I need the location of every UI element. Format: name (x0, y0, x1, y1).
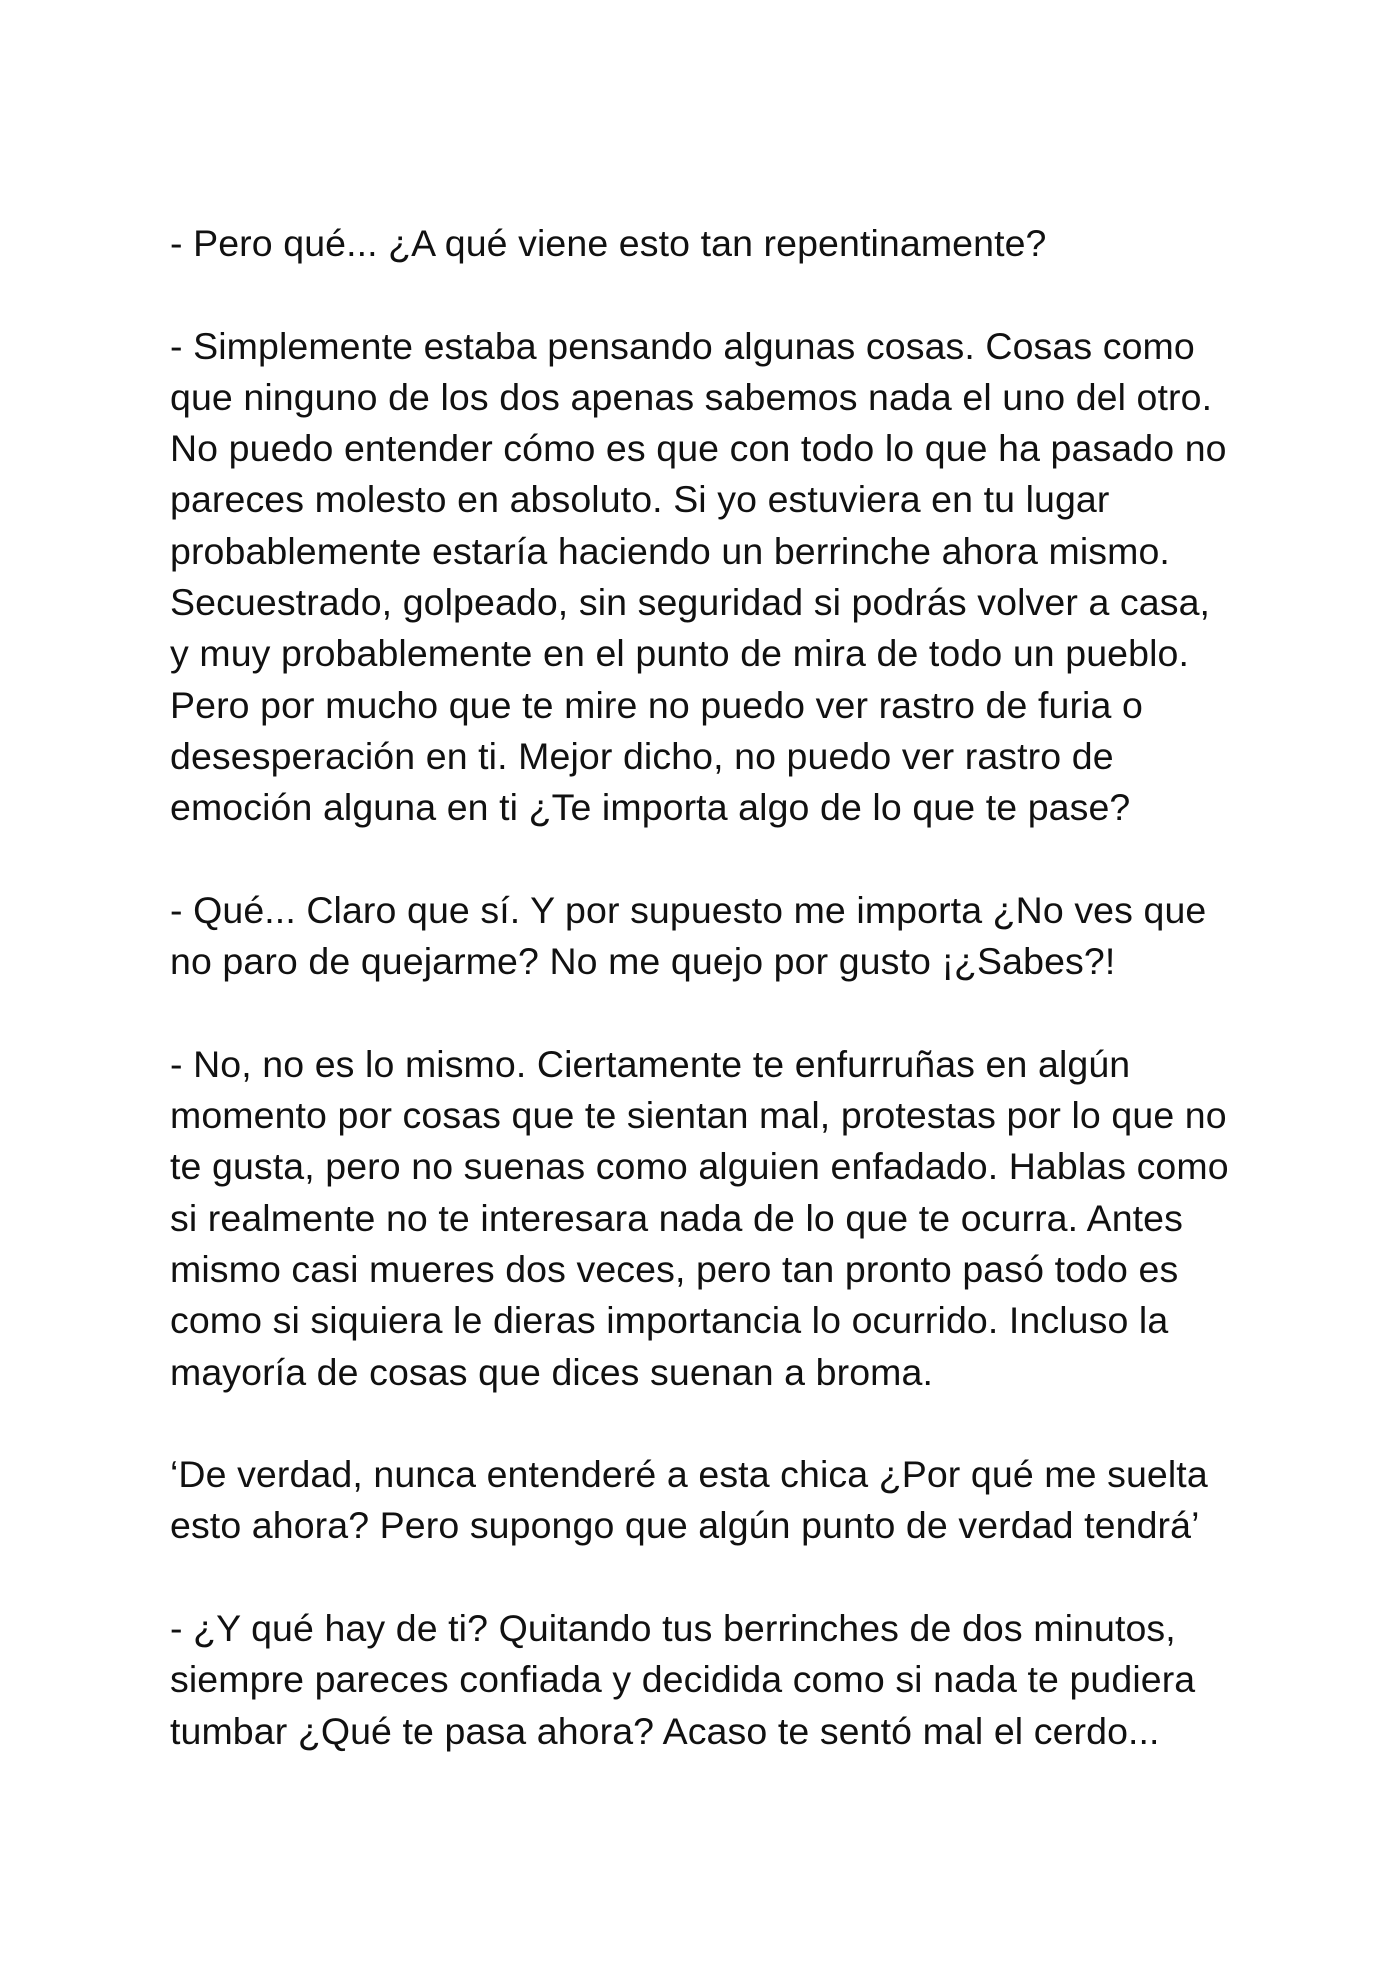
text-line: Pero por mucho que te mire no puedo ver rastro de furia o (170, 683, 1143, 726)
text-line: como si siquiera le dieras importancia lo ocurrido. Incluso la (170, 1299, 1169, 1342)
text-line: no paro de quejarme? No me quejo por gusto ¡¿Sabes?! (170, 940, 1116, 983)
text-line: mayoría de cosas que dices suenan a broma. (170, 1350, 933, 1393)
text-line: pareces molesto en absoluto. Si yo estuviera en tu lugar (170, 478, 1110, 521)
dialogue-paragraph-4 (170, 1039, 1260, 1398)
text-line: - Qué... Claro que sí. Y por supuesto me importa ¿No ves que (170, 888, 1207, 931)
dialogue-paragraph-3 (170, 885, 1260, 988)
text-line: mismo casi mueres dos veces, pero tan pronto pasó todo es (170, 1247, 1179, 1290)
text-line: esto ahora? Pero supongo que algún punto de verdad tendrá’ (170, 1504, 1200, 1547)
text-line: - ¿Y qué hay de ti? Quitando tus berrinches de dos minutos, (170, 1607, 1176, 1650)
text-line: probablemente estaría haciendo un berrinche ahora mismo. (170, 529, 1170, 572)
text-line: emoción alguna en ti ¿Te importa algo de lo que te pase? (170, 786, 1131, 829)
text-line: No puedo entender cómo es que con todo lo que ha pasado no (170, 427, 1227, 470)
dialogue-paragraph-5 (170, 1603, 1260, 1757)
text-line: - No, no es lo mismo. Ciertamente te enfurruñas en algún (170, 1042, 1131, 1085)
text-line: siempre pareces confiada y decidida como si nada te pudiera (170, 1658, 1196, 1701)
text-line: - Pero qué... ¿A qué viene esto tan repentinamente? (170, 222, 1047, 264)
inner-thought-paragraph (170, 1449, 1260, 1552)
dialogue-paragraph-1 (170, 218, 1260, 269)
text-line: momento por cosas que te sientan mal, protestas por lo que no (170, 1094, 1227, 1137)
text-line: que ninguno de los dos apenas sabemos nada el uno del otro. (170, 375, 1213, 418)
text-line: ‘De verdad, nunca entenderé a esta chica ¿Por qué me suelta (170, 1453, 1208, 1496)
text-line: y muy probablemente en el punto de mira de todo un pueblo. (170, 632, 1189, 675)
text-line: si realmente no te interesara nada de lo que te ocurra. Antes (170, 1196, 1183, 1239)
dialogue-paragraph-2 (170, 321, 1260, 834)
text-line: - Simplemente estaba pensando algunas cosas. Cosas como (170, 324, 1195, 367)
text-line: Secuestrado, golpeado, sin seguridad si podrás volver a casa, (170, 581, 1211, 624)
text-line: desesperación en ti. Mejor dicho, no puedo ver rastro de (170, 734, 1114, 777)
text-line: tumbar ¿Qué te pasa ahora? Acaso te sentó mal el cerdo... (170, 1709, 1160, 1752)
document-body (170, 218, 1260, 1808)
text-line: te gusta, pero no suenas como alguien enfadado. Hablas como (170, 1145, 1229, 1188)
